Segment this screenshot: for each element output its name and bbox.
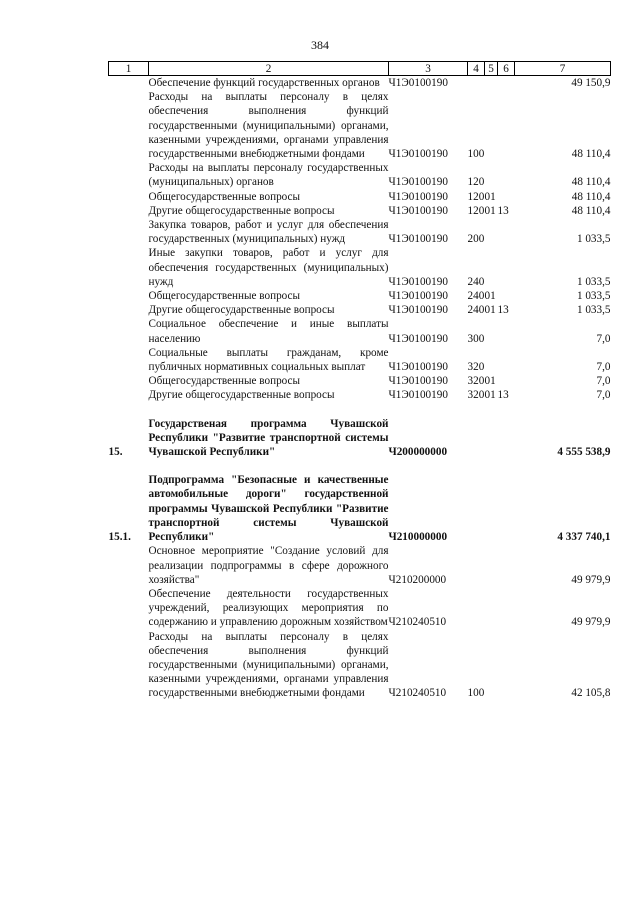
row-expense-type — [468, 544, 485, 587]
row-subsection — [498, 246, 515, 289]
table-row — [109, 289, 611, 303]
row-amount: 49 150,9 — [571, 77, 611, 89]
row-expense-type: 100 — [467, 148, 485, 161]
row-description: Другие общегосударственные вопросы — [148, 304, 335, 317]
table-header-row — [109, 62, 611, 76]
row-number: 15. — [108, 446, 123, 459]
row-number — [109, 246, 149, 289]
row-amount: 49 979,9 — [571, 616, 611, 629]
table-row — [109, 161, 611, 189]
row-amount: 4 337 740,1 — [557, 531, 611, 544]
row-expense-type — [468, 587, 485, 630]
row-number — [109, 190, 149, 204]
row-target-code: Ч1Э0100190 — [388, 275, 448, 288]
row-subsection — [498, 374, 515, 388]
row-section — [485, 317, 498, 345]
row-subsection — [498, 90, 515, 161]
table-body — [109, 76, 611, 701]
row-target-code: Ч210000000 — [388, 531, 448, 544]
table-row — [109, 303, 611, 317]
row-number — [109, 544, 149, 587]
row-expense-type: 320 — [467, 375, 485, 388]
row-subsection — [498, 473, 515, 544]
row-section: 01 — [484, 375, 496, 388]
row-number — [109, 630, 149, 701]
row-number — [109, 587, 149, 630]
table-row — [109, 544, 611, 587]
row-section: 01 — [484, 204, 496, 217]
table-row — [109, 374, 611, 388]
header-col-2: 2 — [149, 62, 389, 76]
row-spacer — [109, 459, 611, 473]
table-row — [109, 90, 611, 161]
row-target-code: Ч1Э0100190 — [388, 290, 448, 303]
row-subsection — [498, 317, 515, 345]
row-number — [109, 374, 149, 388]
row-subsection — [498, 218, 515, 246]
row-amount: 48 110,4 — [571, 204, 611, 217]
table-row — [109, 204, 611, 218]
row-amount: 7,0 — [596, 332, 611, 345]
table-row — [109, 218, 611, 246]
row-section — [485, 161, 498, 189]
row-number — [109, 90, 149, 161]
row-target-code: Ч1Э0100190 — [388, 361, 448, 374]
table-row — [109, 346, 611, 374]
row-section — [485, 76, 498, 91]
row-amount: 7,0 — [596, 389, 611, 402]
row-number — [109, 161, 149, 189]
row-description: Расходы на выплаты персоналу в целях обеспечения выполнения функций государственными (муниципальными) органами, казенными учреждениями, органами управления государственными внебюджетными фондами — [148, 630, 389, 700]
row-subsection — [498, 587, 515, 630]
row-section: 01 — [484, 290, 496, 303]
row-section — [485, 218, 498, 246]
row-target-code: Ч1Э0100190 — [388, 77, 448, 89]
row-target-code: Ч200000000 — [388, 446, 448, 459]
row-expense-type: 300 — [467, 332, 485, 345]
row-description: Другие общегосударственные вопросы — [148, 389, 335, 402]
row-description: Социальные выплаты гражданам, кроме публичных нормативных социальных выплат — [148, 346, 389, 374]
row-section — [485, 544, 498, 587]
row-description: Общегосударственные вопросы — [148, 190, 301, 203]
row-target-code: Ч210200000 — [388, 573, 447, 586]
row-target-code: Ч1Э0100190 — [388, 233, 448, 246]
row-section — [485, 473, 498, 544]
row-number — [109, 218, 149, 246]
row-description: Общегосударственные вопросы — [148, 290, 301, 303]
row-expense-type: 120 — [467, 204, 485, 217]
row-amount: 42 105,8 — [571, 687, 611, 700]
row-subsection — [498, 417, 515, 460]
row-target-code: Ч210240510 — [388, 687, 447, 700]
row-expense-type — [468, 417, 485, 460]
row-target-code: Ч1Э0100190 — [388, 148, 448, 161]
header-col-4: 4 — [468, 62, 485, 76]
row-amount: 49 979,9 — [571, 573, 611, 586]
row-number — [109, 346, 149, 374]
row-description: Государственая программа Чувашской Республики "Развитие транспортной системы Чувашской Республики" — [148, 417, 389, 459]
row-expense-type: 240 — [467, 275, 485, 288]
row-amount: 1 033,5 — [576, 233, 611, 246]
row-expense-type: 120 — [467, 190, 485, 203]
header-col-7: 7 — [515, 62, 611, 76]
table-row — [109, 587, 611, 630]
row-target-code: Ч1Э0100190 — [388, 204, 448, 217]
row-subsection — [498, 630, 515, 701]
row-description: Расходы на выплаты персоналу в целях обеспечения выполнения функций государственными (муниципальными) органами, казенными учреждениями, органами управления государственными внебюджетными фондами — [148, 91, 389, 161]
row-subsection: 13 — [497, 389, 509, 402]
row-description: Закупка товаров, работ и услуг для обеспечения государственных (муниципальных) нужд — [148, 219, 389, 246]
page-number: 384 — [311, 38, 329, 52]
row-subsection: 13 — [497, 304, 509, 317]
row-section: 01 — [484, 190, 496, 203]
row-description: Подпрограмма "Безопасные и качественные автомобильные дороги" государственной программы Чувашской Республики "Развитие транспортной системы Чувашской Республики" — [148, 474, 389, 544]
header-col-3: 3 — [389, 62, 468, 76]
row-description: Основное мероприятие "Создание условий для реализации подпрограммы в сфере дорожного хозяйства" — [148, 545, 389, 586]
row-description: Обеспечение деятельности государственных учреждений, реализующих мероприятия по содержанию и управлению дорожным хозяйством — [148, 587, 389, 629]
row-number — [109, 76, 149, 91]
row-description: Обеспечение функций государственных органов — [148, 77, 380, 89]
row-expense-type: 100 — [467, 687, 485, 700]
row-target-code: Ч1Э0100190 — [388, 176, 448, 189]
row-number — [109, 303, 149, 317]
row-section — [485, 417, 498, 460]
table-row — [109, 473, 611, 544]
row-target-code: Ч1Э0100190 — [388, 375, 448, 388]
row-number — [109, 289, 149, 303]
table-row — [109, 388, 611, 402]
row-number — [109, 317, 149, 345]
row-description: Общегосударственные вопросы — [148, 375, 301, 388]
row-amount: 48 110,4 — [571, 176, 611, 189]
spacer-cell — [109, 459, 611, 473]
row-amount: 1 033,5 — [576, 304, 611, 317]
row-expense-type: 200 — [467, 233, 485, 246]
row-target-code: Ч1Э0100190 — [388, 389, 448, 402]
row-amount: 1 033,5 — [576, 290, 611, 303]
row-target-code: Ч210240510 — [388, 616, 447, 629]
row-description: Социальное обеспечение и иные выплаты населению — [148, 318, 389, 345]
row-spacer — [109, 403, 611, 417]
table-row — [109, 246, 611, 289]
budget-table — [108, 61, 611, 701]
table-row — [109, 317, 611, 345]
row-description: Другие общегосударственные вопросы — [148, 204, 335, 217]
header-col-5: 5 — [485, 62, 498, 76]
row-target-code: Ч1Э0100190 — [388, 304, 448, 317]
row-section — [485, 587, 498, 630]
row-number — [109, 204, 149, 218]
row-target-code: Ч1Э0100190 — [388, 332, 448, 345]
row-expense-type: 120 — [467, 176, 485, 189]
row-subsection: 13 — [497, 204, 509, 217]
row-expense-type — [468, 76, 485, 91]
row-subsection — [498, 161, 515, 189]
row-description: Иные закупки товаров, работ и услуг для обеспечения государственных (муниципальных) нужд — [148, 247, 389, 288]
spacer-cell — [109, 403, 611, 417]
header-col-6: 6 — [498, 62, 515, 76]
row-number: 15.1. — [108, 531, 131, 544]
header-col-1: 1 — [109, 62, 149, 76]
table-row — [109, 417, 611, 460]
row-expense-type: 320 — [467, 361, 485, 374]
row-amount: 7,0 — [596, 361, 611, 374]
row-subsection — [498, 544, 515, 587]
table-row — [109, 76, 611, 91]
row-section — [485, 630, 498, 701]
row-description: Расходы на выплаты персоналу государственных (муниципальных) органов — [148, 162, 389, 189]
row-subsection — [498, 190, 515, 204]
row-subsection — [498, 76, 515, 91]
row-section — [485, 90, 498, 161]
row-amount: 48 110,4 — [571, 148, 611, 161]
row-expense-type: 320 — [467, 389, 485, 402]
row-expense-type: 240 — [467, 290, 485, 303]
row-subsection — [498, 289, 515, 303]
row-section — [485, 246, 498, 289]
row-section — [485, 346, 498, 374]
row-amount: 1 033,5 — [576, 275, 611, 288]
row-section: 01 — [484, 389, 496, 402]
row-number — [109, 388, 149, 402]
row-target-code: Ч1Э0100190 — [388, 190, 448, 203]
row-expense-type — [468, 473, 485, 544]
table-row — [109, 190, 611, 204]
row-expense-type: 240 — [467, 304, 485, 317]
row-amount: 7,0 — [596, 375, 611, 388]
row-amount: 48 110,4 — [571, 190, 611, 203]
row-subsection — [498, 346, 515, 374]
row-amount: 4 555 538,9 — [557, 446, 611, 459]
table-row — [109, 630, 611, 701]
row-section: 01 — [484, 304, 496, 317]
